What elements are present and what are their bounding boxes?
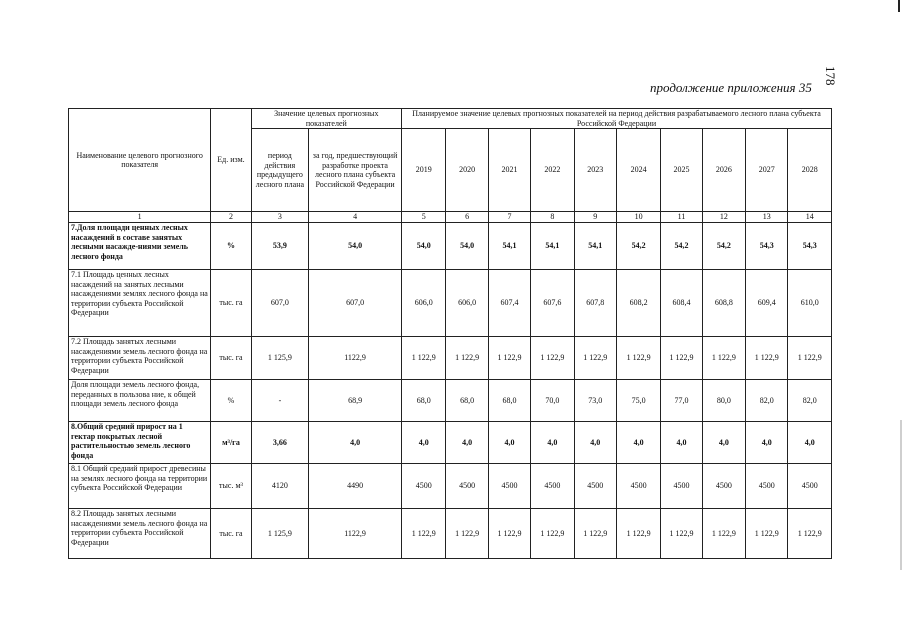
- unit-cell: %: [211, 380, 251, 422]
- year-value: 82,0: [788, 380, 832, 422]
- header-prev-period: период действия предыдущего лесного плана: [251, 129, 309, 212]
- column-number: 4: [309, 212, 402, 223]
- page-edge-mark: [898, 0, 900, 12]
- year-value: 4,0: [746, 422, 788, 464]
- year-value: 73,0: [574, 380, 616, 422]
- year-value: 4500: [746, 464, 788, 509]
- year-value: 608,8: [702, 270, 745, 337]
- year-before-value: 1122,9: [309, 337, 402, 380]
- year-before-value: 4490: [309, 464, 402, 509]
- year-value: 4,0: [402, 422, 446, 464]
- prev-period-value: 4120: [251, 464, 309, 509]
- column-number: 12: [702, 212, 745, 223]
- year-value: 4,0: [574, 422, 616, 464]
- year-value: 4500: [661, 464, 702, 509]
- table-row: [69, 464, 832, 509]
- year-value: 610,0: [788, 270, 832, 337]
- year-value: 1 122,9: [488, 509, 530, 559]
- prev-period-value: 607,0: [251, 270, 309, 337]
- year-value: 68,0: [446, 380, 488, 422]
- year-value: 1 122,9: [702, 337, 745, 380]
- appendix-caption: продолжение приложения 35: [650, 80, 812, 95]
- unit-cell: м³/га: [211, 422, 251, 464]
- year-value: 4500: [402, 464, 446, 509]
- header-year: 2028: [788, 129, 832, 212]
- indicator-name: 8.1 Общий средний прирост древесины на землях лесного фонда на территории субъекта Российской Федерации: [69, 464, 211, 509]
- table-row: [69, 422, 832, 464]
- year-value: 54,2: [661, 223, 702, 270]
- column-number: 1: [69, 212, 211, 223]
- year-value: 1 122,9: [788, 337, 832, 380]
- header-year: 2023: [574, 129, 616, 212]
- year-before-value: 68,9: [309, 380, 402, 422]
- year-value: 1 122,9: [531, 509, 574, 559]
- header-year: 2019: [402, 129, 446, 212]
- prev-period-value: 53,9: [251, 223, 309, 270]
- forecast-indicators-table: [68, 108, 832, 559]
- header-group-current: Значение целевых прогнозных показателей: [251, 109, 401, 129]
- column-number: 10: [616, 212, 660, 223]
- year-value: 606,0: [402, 270, 446, 337]
- year-value: 1 122,9: [746, 509, 788, 559]
- header-group-planned: Планируемое значение целевых прогнозных показателей на период действия разрабатываемого лесного плана субъекта Российской Федерации: [402, 109, 832, 129]
- year-value: 4500: [616, 464, 660, 509]
- unit-cell: тыс. м³: [211, 464, 251, 509]
- year-value: 4500: [702, 464, 745, 509]
- column-number: 3: [251, 212, 309, 223]
- year-value: 54,1: [488, 223, 530, 270]
- unit-cell: тыс. га: [211, 509, 251, 559]
- year-value: 1 122,9: [616, 509, 660, 559]
- year-value: 75,0: [616, 380, 660, 422]
- table-row: [69, 509, 832, 559]
- year-value: 54,2: [702, 223, 745, 270]
- year-value: 77,0: [661, 380, 702, 422]
- column-number-row: [69, 212, 832, 223]
- table-row: [69, 270, 832, 337]
- page-number: 178: [823, 66, 838, 86]
- header-year: 2021: [488, 129, 530, 212]
- year-before-value: 1122,9: [309, 509, 402, 559]
- year-value: 1 122,9: [788, 509, 832, 559]
- year-before-value: 54,0: [309, 223, 402, 270]
- year-value: 1 122,9: [531, 337, 574, 380]
- column-number: 8: [531, 212, 574, 223]
- year-value: 1 122,9: [616, 337, 660, 380]
- header-year: 2025: [661, 129, 702, 212]
- year-value: 4500: [531, 464, 574, 509]
- year-value: 4,0: [488, 422, 530, 464]
- header-name: Наименование целевого прогнозного показателя: [69, 109, 211, 212]
- year-value: 609,4: [746, 270, 788, 337]
- prev-period-value: 1 125,9: [251, 509, 309, 559]
- column-number: 7: [488, 212, 530, 223]
- scan-edge-shadow: [900, 420, 902, 570]
- year-value: 606,0: [446, 270, 488, 337]
- year-value: 607,8: [574, 270, 616, 337]
- prev-period-value: -: [251, 380, 309, 422]
- year-value: 68,0: [488, 380, 530, 422]
- unit-cell: %: [211, 223, 251, 270]
- indicator-name: 7.Доля площади ценных лесных насаждений в составе занятых лесными насажде-ниями земель лесного фонда: [69, 223, 211, 270]
- table-row: [69, 337, 832, 380]
- prev-period-value: 3,66: [251, 422, 309, 464]
- indicator-name: 7.2 Площадь занятых лесными насаждениями земель лесного фонда на территории субъекта Российской Федерации: [69, 337, 211, 380]
- prev-period-value: 1 125,9: [251, 337, 309, 380]
- unit-cell: тыс. га: [211, 270, 251, 337]
- column-number: 14: [788, 212, 832, 223]
- year-value: 4,0: [702, 422, 745, 464]
- year-value: 82,0: [746, 380, 788, 422]
- column-number: 5: [402, 212, 446, 223]
- header-year: 2024: [616, 129, 660, 212]
- year-value: 80,0: [702, 380, 745, 422]
- year-value: 54,1: [574, 223, 616, 270]
- year-value: 4500: [788, 464, 832, 509]
- header-unit: Ед. изм.: [211, 109, 251, 212]
- indicator-name: 8.Общий средний прирост на 1 гектар покрытых лесной растительностью земель лесного фонда: [69, 422, 211, 464]
- year-value: 68,0: [402, 380, 446, 422]
- header-year-before: за год, предшествующий разработке проекта лесного плана субъекта Российской Федерации: [309, 129, 402, 212]
- unit-cell: тыс. га: [211, 337, 251, 380]
- year-value: 1 122,9: [574, 337, 616, 380]
- table-row: [69, 380, 832, 422]
- year-value: 54,0: [446, 223, 488, 270]
- year-value: 1 122,9: [746, 337, 788, 380]
- year-value: 607,6: [531, 270, 574, 337]
- year-value: 54,3: [788, 223, 832, 270]
- year-value: 4500: [488, 464, 530, 509]
- year-value: 1 122,9: [488, 337, 530, 380]
- year-value: 4,0: [661, 422, 702, 464]
- year-value: 1 122,9: [661, 509, 702, 559]
- year-value: 4,0: [788, 422, 832, 464]
- column-number: 9: [574, 212, 616, 223]
- year-value: 4,0: [446, 422, 488, 464]
- header-year: 2020: [446, 129, 488, 212]
- year-value: 54,2: [616, 223, 660, 270]
- indicator-name: 8.2 Площадь занятых лесными насаждениями земель лесного фонда на территории субъекта Российской Федерации: [69, 509, 211, 559]
- year-value: 1 122,9: [574, 509, 616, 559]
- year-value: 4,0: [531, 422, 574, 464]
- column-number: 2: [211, 212, 251, 223]
- table-row: [69, 223, 832, 270]
- year-value: 4500: [446, 464, 488, 509]
- year-value: 608,2: [616, 270, 660, 337]
- header-year: 2026: [702, 129, 745, 212]
- year-value: 1 122,9: [446, 509, 488, 559]
- year-value: 54,1: [531, 223, 574, 270]
- year-value: 54,0: [402, 223, 446, 270]
- year-value: 608,4: [661, 270, 702, 337]
- indicator-name: Доля площади земель лесного фонда, переданных в пользова ние, к общей площади земель лесного фонда: [69, 380, 211, 422]
- year-value: 1 122,9: [661, 337, 702, 380]
- column-number: 11: [661, 212, 702, 223]
- year-value: 607,4: [488, 270, 530, 337]
- year-value: 1 122,9: [446, 337, 488, 380]
- year-value: 1 122,9: [402, 337, 446, 380]
- year-value: 1 122,9: [702, 509, 745, 559]
- header-year: 2027: [746, 129, 788, 212]
- year-value: 54,3: [746, 223, 788, 270]
- year-value: 1 122,9: [402, 509, 446, 559]
- year-value: 70,0: [531, 380, 574, 422]
- year-value: 4500: [574, 464, 616, 509]
- column-number: 13: [746, 212, 788, 223]
- indicator-name: 7.1 Площадь ценных лесных насаждений на занятых лесными насаждениями землях лесного фонда на территории субъекта Российской Федерации: [69, 270, 211, 337]
- year-before-value: 607,0: [309, 270, 402, 337]
- column-number: 6: [446, 212, 488, 223]
- year-value: 4,0: [616, 422, 660, 464]
- header-year: 2022: [531, 129, 574, 212]
- year-before-value: 4,0: [309, 422, 402, 464]
